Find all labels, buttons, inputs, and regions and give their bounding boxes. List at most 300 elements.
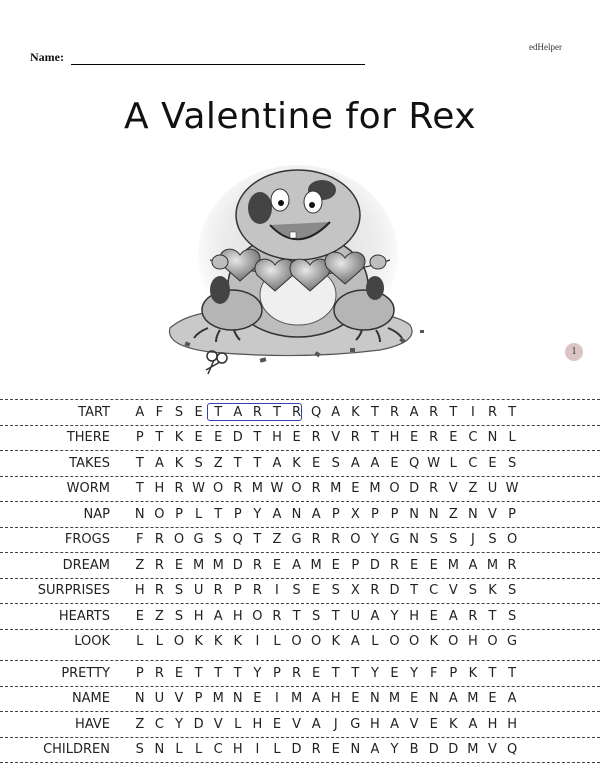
- puzzle-letter[interactable]: W: [427, 455, 441, 471]
- puzzle-letter[interactable]: X: [350, 583, 360, 599]
- puzzle-letter[interactable]: C: [213, 742, 223, 758]
- puzzle-letter[interactable]: G: [193, 532, 204, 548]
- puzzle-letter[interactable]: A: [350, 634, 360, 650]
- puzzle-letter[interactable]: S: [135, 742, 144, 758]
- puzzle-letter[interactable]: F: [429, 665, 438, 681]
- puzzle-letter[interactable]: V: [488, 742, 497, 758]
- puzzle-letter[interactable]: C: [429, 583, 439, 599]
- puzzle-letter[interactable]: S: [194, 455, 203, 471]
- puzzle-letter[interactable]: E: [351, 691, 360, 707]
- puzzle-letter[interactable]: S: [174, 608, 184, 624]
- puzzle-letter[interactable]: O: [291, 634, 302, 650]
- puzzle-letter[interactable]: O: [389, 481, 400, 497]
- puzzle-letter[interactable]: E: [194, 404, 203, 420]
- puzzle-letter[interactable]: S: [507, 608, 517, 624]
- puzzle-letter[interactable]: R: [350, 430, 360, 446]
- puzzle-letter[interactable]: N: [409, 532, 419, 548]
- puzzle-letter[interactable]: P: [508, 506, 516, 522]
- name-input-line[interactable]: [71, 51, 365, 65]
- puzzle-row: [0, 501, 600, 527]
- brand-label: edHelper: [529, 42, 562, 52]
- puzzle-letter[interactable]: O: [173, 634, 185, 650]
- name-label: Name:: [30, 50, 64, 64]
- puzzle-letter[interactable]: A: [272, 506, 282, 522]
- puzzle-letter[interactable]: S: [488, 532, 497, 548]
- puzzle-letter[interactable]: T: [135, 481, 144, 497]
- puzzle-letter[interactable]: H: [272, 430, 282, 446]
- letter-strip: [130, 742, 522, 757]
- puzzle-letter[interactable]: L: [273, 742, 281, 758]
- puzzle-letter[interactable]: K: [174, 455, 184, 471]
- puzzle-letter[interactable]: C: [468, 455, 478, 471]
- puzzle-letter[interactable]: A: [233, 404, 243, 420]
- puzzle-letter[interactable]: P: [175, 506, 183, 522]
- puzzle-letter[interactable]: R: [213, 583, 223, 599]
- puzzle-letter[interactable]: T: [370, 430, 379, 446]
- puzzle-letter[interactable]: S: [214, 532, 223, 548]
- puzzle-letter[interactable]: P: [233, 506, 242, 522]
- puzzle-letter[interactable]: S: [507, 583, 517, 599]
- puzzle-letter[interactable]: N: [428, 506, 439, 522]
- puzzle-letter[interactable]: E: [488, 691, 497, 707]
- puzzle-letter[interactable]: N: [409, 506, 419, 522]
- puzzle-letter[interactable]: O: [252, 608, 263, 624]
- puzzle-letter[interactable]: A: [468, 557, 478, 573]
- puzzle-letter[interactable]: K: [292, 455, 301, 471]
- puzzle-letter[interactable]: E: [449, 430, 458, 446]
- puzzle-letter[interactable]: D: [448, 742, 459, 758]
- puzzle-letter[interactable]: P: [135, 665, 144, 681]
- puzzle-letter[interactable]: P: [390, 506, 399, 522]
- puzzle-letter[interactable]: A: [311, 691, 321, 707]
- puzzle-letter[interactable]: D: [369, 557, 380, 573]
- puzzle-letter[interactable]: V: [213, 716, 223, 732]
- puzzle-letter[interactable]: A: [272, 455, 282, 471]
- puzzle-letter[interactable]: O: [487, 634, 498, 650]
- puzzle-letter[interactable]: D: [291, 742, 302, 758]
- target-word: WORM: [66, 481, 110, 497]
- puzzle-letter[interactable]: R: [311, 481, 321, 497]
- puzzle-letter[interactable]: D: [409, 481, 420, 497]
- puzzle-letter[interactable]: I: [470, 404, 475, 420]
- puzzle-letter[interactable]: E: [390, 455, 399, 471]
- puzzle-letter[interactable]: R: [233, 481, 243, 497]
- puzzle-letter[interactable]: T: [253, 430, 262, 446]
- puzzle-letter[interactable]: W: [270, 481, 284, 497]
- puzzle-letter[interactable]: B: [409, 742, 419, 758]
- puzzle-letter[interactable]: T: [351, 665, 360, 681]
- puzzle-letter[interactable]: R: [154, 532, 164, 548]
- puzzle-letter[interactable]: L: [449, 455, 457, 471]
- puzzle-letter[interactable]: S: [449, 532, 458, 548]
- puzzle-letter[interactable]: R: [389, 404, 400, 420]
- puzzle-letter[interactable]: M: [251, 481, 263, 497]
- puzzle-letter[interactable]: N: [291, 506, 302, 522]
- letter-strip: [130, 634, 522, 649]
- puzzle-letter[interactable]: T: [135, 455, 144, 471]
- puzzle-letter[interactable]: W: [505, 481, 519, 497]
- puzzle-letter[interactable]: S: [429, 532, 438, 548]
- puzzle-letter[interactable]: V: [292, 716, 301, 732]
- puzzle-letter[interactable]: T: [253, 455, 262, 471]
- puzzle-letter[interactable]: E: [253, 691, 262, 707]
- puzzle-letter[interactable]: O: [350, 532, 361, 548]
- puzzle-letter[interactable]: D: [232, 430, 243, 446]
- puzzle-letter[interactable]: E: [312, 583, 321, 599]
- puzzle-letter[interactable]: E: [135, 608, 144, 624]
- puzzle-letter[interactable]: H: [330, 691, 341, 707]
- puzzle-letter[interactable]: E: [390, 665, 399, 681]
- puzzle-letter[interactable]: N: [134, 691, 145, 707]
- puzzle-letter[interactable]: K: [468, 665, 478, 681]
- puzzle-letter[interactable]: Z: [154, 608, 164, 624]
- puzzle-letter[interactable]: A: [331, 404, 341, 420]
- puzzle-letter[interactable]: T: [155, 430, 164, 446]
- puzzle-letter[interactable]: P: [273, 665, 281, 681]
- puzzle-letter[interactable]: V: [174, 691, 184, 707]
- puzzle-letter[interactable]: P: [233, 583, 242, 599]
- puzzle-letter[interactable]: E: [312, 455, 321, 471]
- puzzle-letter[interactable]: S: [292, 583, 301, 599]
- puzzle-letter[interactable]: I: [255, 634, 260, 650]
- puzzle-letter[interactable]: V: [409, 716, 419, 732]
- puzzle-letter[interactable]: R: [311, 742, 321, 758]
- puzzle-letter[interactable]: N: [154, 742, 165, 758]
- puzzle-row: [0, 476, 600, 502]
- puzzle-letter[interactable]: O: [154, 506, 165, 522]
- letter-strip: [130, 583, 522, 598]
- puzzle-letter[interactable]: E: [272, 716, 282, 732]
- puzzle-letter[interactable]: E: [331, 557, 340, 573]
- puzzle-letter[interactable]: K: [429, 634, 438, 650]
- puzzle-letter[interactable]: I: [275, 691, 279, 707]
- puzzle-letter[interactable]: Q: [408, 455, 420, 471]
- puzzle-letter[interactable]: U: [350, 608, 361, 624]
- puzzle-letter[interactable]: A: [135, 404, 145, 420]
- puzzle-letter[interactable]: O: [311, 634, 322, 650]
- puzzle-letter[interactable]: V: [448, 583, 458, 599]
- puzzle-letter[interactable]: T: [214, 404, 223, 420]
- puzzle-letter[interactable]: E: [272, 557, 282, 573]
- puzzle-letter[interactable]: M: [310, 557, 322, 573]
- puzzle-letter[interactable]: H: [154, 481, 165, 497]
- puzzle-letter[interactable]: D: [428, 742, 439, 758]
- puzzle-letter[interactable]: N: [350, 742, 361, 758]
- puzzle-letter[interactable]: T: [233, 455, 242, 471]
- puzzle-letter[interactable]: Z: [448, 506, 458, 522]
- puzzle-letter[interactable]: K: [233, 634, 243, 650]
- puzzle-letter[interactable]: J: [470, 532, 475, 548]
- puzzle-letter[interactable]: D: [232, 557, 243, 573]
- puzzle-letter[interactable]: R: [154, 665, 164, 681]
- puzzle-letter[interactable]: E: [174, 557, 184, 573]
- puzzle-letter[interactable]: M: [290, 691, 303, 707]
- puzzle-letter[interactable]: U: [487, 481, 498, 497]
- puzzle-letter[interactable]: Y: [410, 665, 419, 681]
- puzzle-letter[interactable]: R: [252, 583, 262, 599]
- target-word: PRETTY: [61, 665, 110, 681]
- puzzle-letter[interactable]: L: [273, 634, 281, 650]
- puzzle-letter[interactable]: M: [486, 557, 499, 573]
- puzzle-letter[interactable]: H: [193, 608, 204, 624]
- puzzle-letter[interactable]: N: [232, 691, 243, 707]
- puzzle-letter[interactable]: A: [448, 608, 458, 624]
- puzzle-letter[interactable]: H: [389, 430, 400, 446]
- puzzle-letter[interactable]: A: [370, 455, 380, 471]
- puzzle-letter[interactable]: T: [370, 404, 379, 420]
- puzzle-letter[interactable]: M: [467, 691, 479, 707]
- puzzle-letter[interactable]: R: [429, 430, 439, 446]
- puzzle-letter[interactable]: A: [507, 691, 517, 707]
- puzzle-letter[interactable]: Y: [370, 532, 379, 548]
- puzzle-letter[interactable]: S: [507, 455, 517, 471]
- puzzle-letter[interactable]: R: [252, 557, 262, 573]
- puzzle-letter[interactable]: E: [174, 665, 184, 681]
- puzzle-letter[interactable]: H: [468, 634, 478, 650]
- puzzle-letter[interactable]: U: [193, 583, 204, 599]
- puzzle-letter[interactable]: O: [173, 532, 185, 548]
- puzzle-letter[interactable]: N: [428, 691, 439, 707]
- puzzle-letter[interactable]: O: [506, 532, 518, 548]
- puzzle-letter[interactable]: Z: [213, 455, 223, 471]
- puzzle-letter[interactable]: P: [449, 665, 458, 681]
- puzzle-letter[interactable]: K: [213, 634, 223, 650]
- puzzle-letter[interactable]: H: [487, 716, 498, 732]
- puzzle-letter[interactable]: Y: [370, 665, 379, 681]
- puzzle-letter[interactable]: H: [409, 608, 419, 624]
- puzzle-letter[interactable]: U: [154, 691, 165, 707]
- puzzle-letter[interactable]: T: [508, 665, 517, 681]
- puzzle-letter[interactable]: H: [232, 742, 243, 758]
- puzzle-letter[interactable]: T: [214, 665, 223, 681]
- puzzle-letter[interactable]: Y: [175, 716, 183, 732]
- puzzle-letter[interactable]: K: [488, 583, 497, 599]
- puzzle-letter[interactable]: M: [467, 742, 479, 758]
- puzzle-letter[interactable]: P: [135, 430, 144, 446]
- puzzle-letter[interactable]: Y: [253, 665, 262, 681]
- puzzle-letter[interactable]: M: [212, 557, 224, 573]
- puzzle-letter[interactable]: M: [212, 691, 224, 707]
- puzzle-letter[interactable]: P: [351, 557, 360, 573]
- puzzle-letter[interactable]: K: [194, 634, 203, 650]
- puzzle-row: [0, 578, 600, 604]
- puzzle-letter[interactable]: A: [311, 506, 321, 522]
- puzzle-letter[interactable]: I: [275, 583, 279, 599]
- puzzle-letter[interactable]: K: [331, 634, 340, 650]
- puzzle-letter[interactable]: N: [370, 691, 380, 707]
- puzzle-letter[interactable]: E: [410, 691, 419, 707]
- puzzle-letter[interactable]: Y: [390, 742, 399, 758]
- puzzle-letter[interactable]: T: [508, 404, 517, 420]
- puzzle-letter[interactable]: H: [252, 716, 263, 732]
- puzzle-letter[interactable]: Y: [253, 506, 262, 522]
- puzzle-letter[interactable]: E: [292, 430, 301, 446]
- puzzle-letter[interactable]: A: [292, 557, 301, 573]
- puzzle-letter[interactable]: N: [468, 506, 478, 522]
- puzzle-letter[interactable]: P: [371, 506, 379, 522]
- puzzle-letter[interactable]: D: [389, 583, 400, 599]
- puzzle-letter[interactable]: L: [136, 634, 144, 650]
- puzzle-letter[interactable]: R: [272, 608, 282, 624]
- puzzle-letter[interactable]: R: [174, 481, 184, 497]
- puzzle-letter[interactable]: L: [508, 430, 516, 446]
- puzzle-letter[interactable]: A: [448, 691, 458, 707]
- puzzle-letter[interactable]: R: [429, 481, 439, 497]
- puzzle-letter[interactable]: R: [154, 583, 164, 599]
- puzzle-letter[interactable]: E: [194, 430, 203, 446]
- puzzle-letter[interactable]: R: [292, 404, 302, 420]
- puzzle-letter[interactable]: G: [389, 532, 400, 548]
- letter-strip: [130, 717, 522, 732]
- puzzle-letter[interactable]: R: [252, 404, 262, 420]
- puzzle-letter[interactable]: R: [311, 532, 321, 548]
- puzzle-letter[interactable]: G: [350, 716, 361, 732]
- puzzle-letter[interactable]: L: [194, 742, 203, 758]
- puzzle-letter[interactable]: O: [408, 634, 420, 650]
- puzzle-letter[interactable]: E: [351, 481, 360, 497]
- puzzle-letter[interactable]: E: [214, 430, 223, 446]
- puzzle-letter[interactable]: O: [291, 481, 302, 497]
- puzzle-letter[interactable]: N: [487, 430, 498, 446]
- puzzle-letter[interactable]: S: [174, 583, 184, 599]
- puzzle-letter[interactable]: T: [233, 665, 242, 681]
- puzzle-row: [0, 629, 600, 655]
- puzzle-letter[interactable]: P: [194, 691, 203, 707]
- puzzle-letter[interactable]: T: [449, 404, 458, 420]
- puzzle-letter[interactable]: A: [390, 716, 399, 732]
- puzzle-letter[interactable]: Z: [135, 557, 145, 573]
- puzzle-letter[interactable]: F: [136, 532, 144, 548]
- puzzle-letter[interactable]: A: [154, 455, 164, 471]
- puzzle-letter[interactable]: N: [134, 506, 145, 522]
- puzzle-letter[interactable]: A: [468, 716, 478, 732]
- puzzle-letter[interactable]: Z: [468, 481, 478, 497]
- puzzle-letter[interactable]: K: [174, 430, 184, 446]
- puzzle-letter[interactable]: L: [155, 634, 164, 650]
- puzzle-letter[interactable]: S: [331, 455, 340, 471]
- puzzle-letter[interactable]: F: [155, 404, 164, 420]
- puzzle-letter[interactable]: R: [429, 404, 439, 420]
- puzzle-letter[interactable]: H: [232, 608, 243, 624]
- puzzle-letter[interactable]: Q: [311, 404, 322, 420]
- puzzle-letter[interactable]: R: [487, 404, 497, 420]
- puzzle-letter[interactable]: R: [507, 557, 517, 573]
- puzzle-letter[interactable]: I: [255, 742, 260, 758]
- page-number-badge: 1: [565, 343, 583, 361]
- puzzle-letter[interactable]: K: [351, 404, 360, 420]
- puzzle-letter[interactable]: O: [448, 634, 459, 650]
- puzzle-row: [0, 552, 600, 578]
- puzzle-letter[interactable]: H: [507, 716, 517, 732]
- puzzle-letter[interactable]: Z: [135, 716, 145, 732]
- puzzle-letter[interactable]: V: [448, 481, 458, 497]
- puzzle-letter[interactable]: A: [350, 455, 360, 471]
- puzzle-letter[interactable]: Y: [390, 608, 399, 624]
- puzzle-letter[interactable]: R: [370, 583, 380, 599]
- puzzle-letter[interactable]: A: [370, 742, 380, 758]
- puzzle-letter[interactable]: E: [331, 742, 340, 758]
- puzzle-letter[interactable]: A: [409, 404, 419, 420]
- puzzle-letter[interactable]: L: [371, 634, 379, 650]
- puzzle-letter[interactable]: E: [410, 430, 419, 446]
- puzzle-letter[interactable]: X: [350, 506, 360, 522]
- puzzle-letter[interactable]: E: [488, 455, 497, 471]
- puzzle-letter[interactable]: R: [468, 608, 478, 624]
- puzzle-letter[interactable]: A: [213, 608, 223, 624]
- puzzle-letter[interactable]: Q: [232, 532, 243, 548]
- puzzle-letter[interactable]: E: [429, 557, 438, 573]
- puzzle-letter[interactable]: T: [272, 404, 281, 420]
- puzzle-letter[interactable]: R: [331, 532, 341, 548]
- puzzle-letter[interactable]: M: [192, 557, 205, 573]
- puzzle-letter[interactable]: M: [388, 691, 401, 707]
- puzzle-letter[interactable]: A: [370, 608, 380, 624]
- puzzle-letter[interactable]: S: [468, 583, 478, 599]
- puzzle-letter[interactable]: T: [331, 608, 340, 624]
- puzzle-letter[interactable]: M: [447, 557, 459, 573]
- puzzle-letter[interactable]: M: [369, 481, 381, 497]
- puzzle-letter[interactable]: E: [429, 716, 438, 732]
- puzzle-letter[interactable]: S: [312, 608, 321, 624]
- puzzle-letter[interactable]: L: [175, 742, 183, 758]
- puzzle-letter[interactable]: T: [410, 583, 419, 599]
- puzzle-letter[interactable]: E: [410, 557, 419, 573]
- puzzle-letter[interactable]: L: [194, 506, 203, 522]
- puzzle-letter[interactable]: R: [292, 665, 302, 681]
- puzzle-letter[interactable]: P: [331, 506, 340, 522]
- puzzle-letter[interactable]: A: [311, 716, 321, 732]
- puzzle-letter[interactable]: V: [488, 506, 497, 522]
- puzzle-letter[interactable]: E: [312, 665, 321, 681]
- puzzle-row: [0, 450, 600, 476]
- puzzle-letter[interactable]: V: [331, 430, 341, 446]
- puzzle-letter[interactable]: O: [389, 634, 400, 650]
- puzzle-letter[interactable]: G: [507, 634, 518, 650]
- puzzle-letter[interactable]: T: [253, 532, 262, 548]
- puzzle-letter[interactable]: G: [291, 532, 302, 548]
- puzzle-letter[interactable]: J: [333, 716, 338, 732]
- puzzle-letter[interactable]: C: [154, 716, 164, 732]
- puzzle-letter[interactable]: T: [194, 665, 203, 681]
- puzzle-letter[interactable]: S: [331, 583, 340, 599]
- puzzle-letter[interactable]: L: [234, 716, 242, 732]
- puzzle-letter[interactable]: Q: [506, 742, 518, 758]
- puzzle-letter[interactable]: T: [292, 608, 301, 624]
- target-word: NAME: [71, 691, 110, 707]
- puzzle-letter[interactable]: T: [214, 506, 223, 522]
- puzzle-letter[interactable]: S: [174, 404, 184, 420]
- puzzle-letter[interactable]: Z: [272, 532, 282, 548]
- puzzle-letter[interactable]: C: [468, 430, 478, 446]
- puzzle-letter[interactable]: T: [488, 665, 497, 681]
- puzzle-letter[interactable]: O: [213, 481, 224, 497]
- puzzle-letter[interactable]: E: [429, 608, 438, 624]
- puzzle-letter[interactable]: R: [154, 557, 164, 573]
- puzzle-letter[interactable]: T: [331, 665, 340, 681]
- puzzle-letter[interactable]: M: [330, 481, 342, 497]
- letter-strip: [130, 507, 522, 522]
- puzzle-letter[interactable]: H: [370, 716, 380, 732]
- word-search-puzzle: [0, 399, 600, 763]
- puzzle-letter[interactable]: R: [311, 430, 321, 446]
- puzzle-letter[interactable]: T: [488, 608, 497, 624]
- puzzle-letter[interactable]: W: [192, 481, 205, 497]
- puzzle-letter[interactable]: D: [193, 716, 204, 732]
- puzzle-letter[interactable]: R: [389, 557, 400, 573]
- puzzle-letter[interactable]: H: [134, 583, 145, 599]
- target-word: HAVE: [75, 716, 110, 732]
- puzzle-letter[interactable]: K: [449, 716, 458, 732]
